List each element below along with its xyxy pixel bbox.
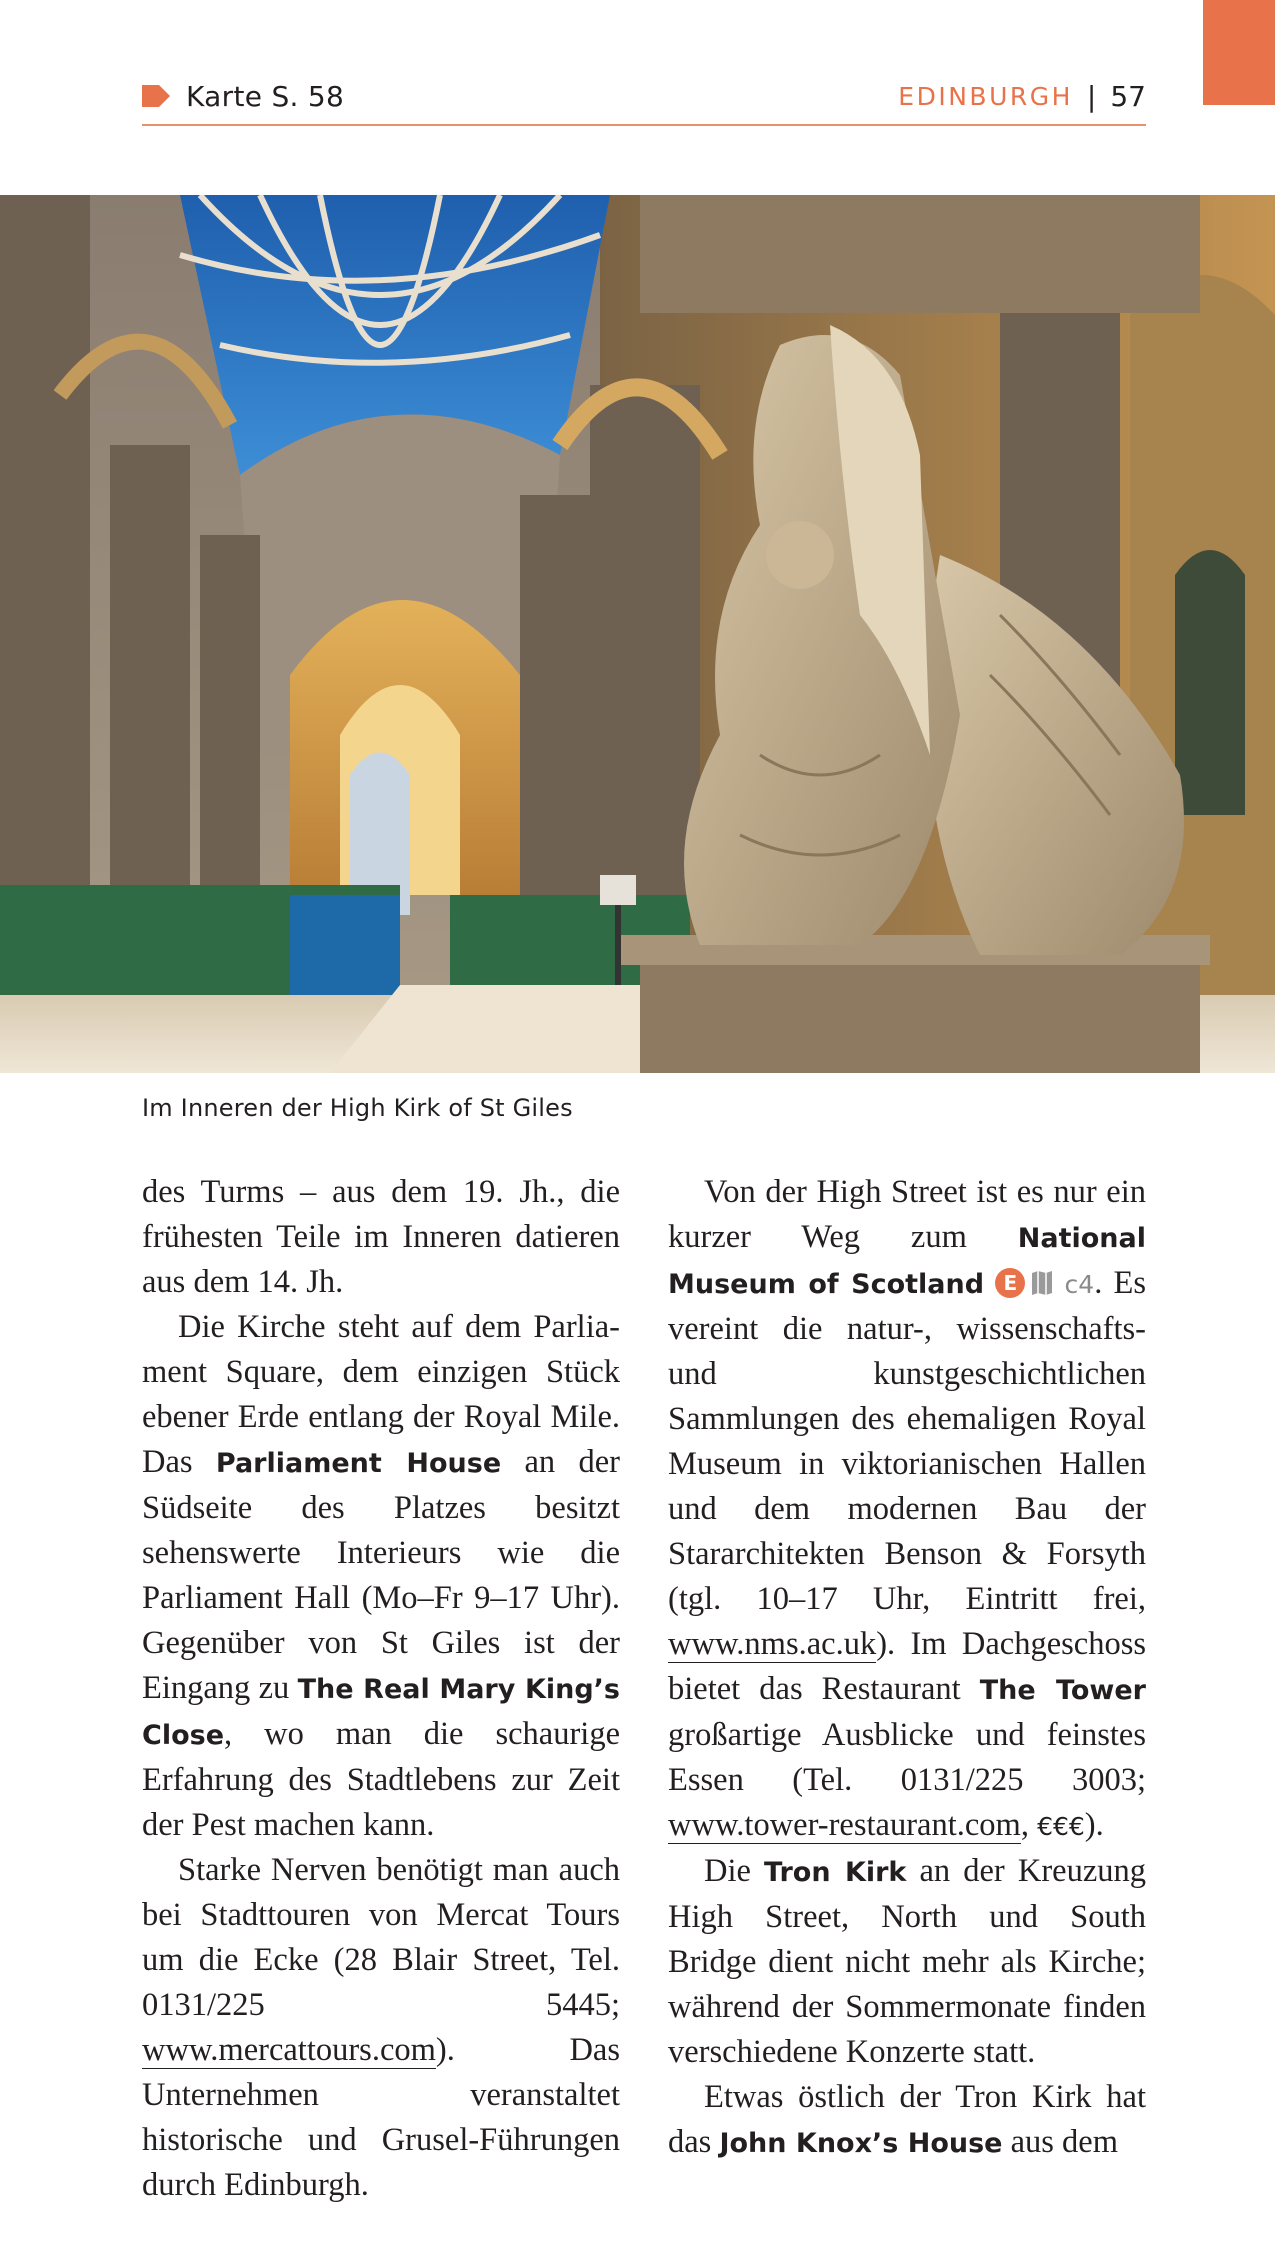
map-reference-label: Karte S. 58 (186, 79, 345, 113)
paragraph (668, 2075, 1146, 2166)
chapter-city: EDINBURGH (898, 81, 1073, 111)
sight-badge-icon: E (995, 1268, 1025, 1298)
text-column-right (668, 1170, 1146, 2166)
paragraph (668, 1849, 1146, 2075)
page-number: 57 (1110, 79, 1146, 113)
text-run: Die Kirche steht auf dem Parliament Square, dem einzigen Stück ebener Erde entlang der Royal Mile. Das (142, 1309, 620, 1480)
text-run: an der Südseite des Platzes besitzt sehenswerte Interieurs wie die Parliament Hall (Mo–Fr 9–17 Uhr). Gegenüber von St Giles ist der Eingang zu (142, 1444, 620, 1706)
text-run: , (1020, 1807, 1038, 1843)
highlight-national-museum: National Museum of Scotland (668, 1223, 1146, 1300)
map-grid-ref: c4 (1064, 1270, 1095, 1299)
link-nms[interactable]: www.nms.ac.uk (668, 1626, 877, 1662)
text-run: großartige Ausblicke und feinstes Essen (Tel. 0131/225 3003; (668, 1717, 1146, 1798)
church-interior-illustration (0, 195, 1275, 1073)
photo-caption: Im Inneren der High Kirk of St Giles (142, 1094, 573, 1122)
text-column-left (142, 1170, 620, 2208)
text-run: . Es vereint die natur-, wissenschafts- und kunstgeschichtlichen Sammlungen des ehemaligen Royal Museum in viktorianischen Hallen und dem modernen Bau der Stararchitekten Benson & Forsyth (tgl. 10–17 Uhr, Eintritt frei, (668, 1265, 1147, 1617)
highlight-tron-kirk: Tron Kirk (764, 1857, 907, 1888)
link-mercattours[interactable]: www.mercattours.com (142, 2032, 436, 2068)
text-run: ). Das Unternehmen veranstaltet historische und Grusel-Führungen durch Edinburgh. (142, 2032, 620, 2203)
running-head (898, 78, 1146, 114)
text-run: , wo man die schaurige Erfahrung des Stadtlebens zur Zeit der Pest machen kann. (142, 1716, 620, 1843)
page-header (142, 78, 1146, 126)
map-reference[interactable] (142, 78, 344, 114)
paragraph (142, 1848, 620, 2208)
highlight-john-knox-house: John Knox’s House (719, 2128, 1003, 2159)
highlight-the-tower: The Tower (979, 1675, 1146, 1706)
text-run: aus dem (1002, 2124, 1119, 2160)
paragraph (668, 1170, 1146, 1849)
link-tower-restaurant[interactable]: www.tower-restaurant.com (668, 1807, 1021, 1843)
text-run: Starke Nerven benötigt man auch bei Stadttouren von Mercat Tours um die Ecke (28 Blair Street, Tel. 0131/225 5445; (142, 1852, 620, 2023)
text-run: Etwas östlich der Tron Kirk hat das (668, 2079, 1146, 2160)
text-run: Von der High Street ist es nur ein kurzer Weg zum (668, 1174, 1146, 1255)
chapter-tab (1203, 0, 1275, 105)
header-separator: | (1086, 79, 1097, 113)
paragraph (142, 1170, 620, 1305)
church-interior-photo (0, 195, 1275, 1073)
arrow-marker-icon (142, 85, 170, 107)
text-run: ). (1084, 1807, 1104, 1843)
text-run: des Turms – aus dem 19. Jh., die frühesten Teile im Inneren datieren aus dem 14. Jh. (142, 1174, 620, 1300)
paragraph (142, 1305, 620, 1848)
price-category: €€€ (1037, 1812, 1085, 1841)
text-run: ). Im Dachgeschoss bietet das Restaurant (668, 1626, 1146, 1707)
map-icon (1031, 1270, 1053, 1296)
text-run: Die (704, 1853, 765, 1889)
highlight-mary-kings-close: The Real Mary King’s Close (142, 1674, 620, 1751)
text-run: an der Kreuzung High Street, North und South Bridge dient nicht mehr als Kirche; während der Sommermonate finden verschiedene Konzerte statt. (668, 1853, 1146, 2070)
highlight-parliament-house: Parliament House (215, 1448, 502, 1479)
